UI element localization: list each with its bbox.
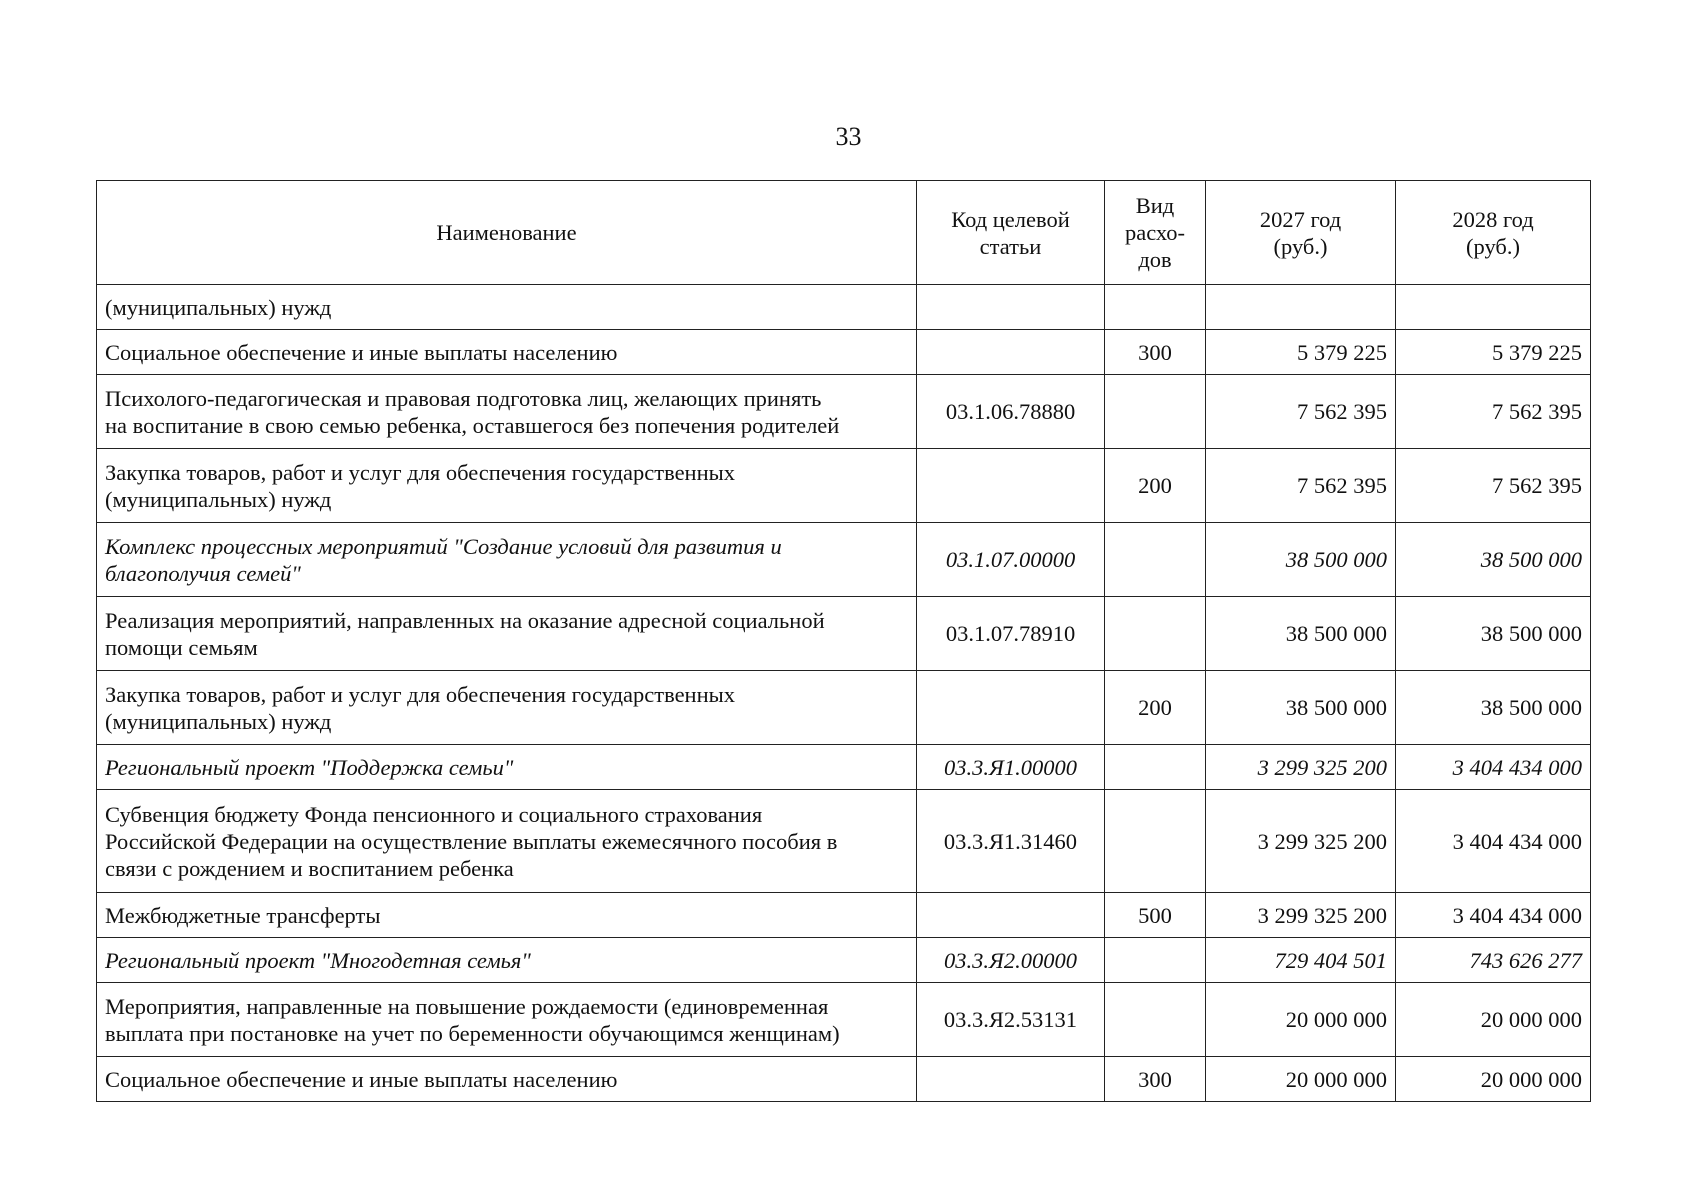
cell-name-line: Закупка товаров, работ и услуг для обеспечения государственных	[105, 459, 736, 485]
cell-year-2027: 7 562 395	[1206, 375, 1396, 449]
cell-name-line: благополучия семей"	[105, 560, 301, 586]
cell-year-2027: 3 299 325 200	[1206, 790, 1396, 893]
header-year-2027	[1206, 181, 1396, 285]
cell-expense-kind: 200	[1105, 449, 1206, 523]
cell-name-line: Субвенция бюджету Фонда пенсионного и социального страхования	[105, 801, 763, 827]
cell-year-2027: 38 500 000	[1206, 671, 1396, 745]
cell-name-line: выплата при постановке на учет по беременности обучающимся женщинам)	[105, 1020, 840, 1046]
cell-name-line: Реализация мероприятий, направленных на оказание адресной социальной	[105, 607, 825, 633]
table-row	[97, 449, 1591, 523]
cell-name-line: (муниципальных) нужд	[105, 486, 332, 512]
cell-year-2027: 38 500 000	[1206, 597, 1396, 671]
cell-year-2027: 5 379 225	[1206, 330, 1396, 375]
table-row	[97, 523, 1591, 597]
cell-year-2027: 20 000 000	[1206, 983, 1396, 1057]
cell-name	[97, 285, 917, 330]
cell-year-2028	[1396, 285, 1591, 330]
cell-name	[97, 790, 917, 893]
cell-year-2027: 38 500 000	[1206, 523, 1396, 597]
header-name: Наименование	[97, 181, 917, 285]
table-row	[97, 285, 1591, 330]
cell-target-code: 03.3.Я2.53131	[917, 983, 1105, 1057]
cell-name	[97, 745, 917, 790]
header-year-2027-line: 2027 год	[1259, 206, 1342, 232]
header-year-2028	[1396, 181, 1591, 285]
cell-year-2028: 38 500 000	[1396, 597, 1591, 671]
header-year-2027-line: (руб.)	[1273, 233, 1328, 259]
header-expense-kind	[1105, 181, 1206, 285]
cell-name-line: Межбюджетные трансферты	[105, 902, 381, 928]
cell-expense-kind	[1105, 745, 1206, 790]
cell-expense-kind: 200	[1105, 671, 1206, 745]
cell-target-code: 03.3.Я1.00000	[917, 745, 1105, 790]
cell-name	[97, 983, 917, 1057]
cell-name-line: (муниципальных) нужд	[105, 294, 332, 320]
cell-expense-kind	[1105, 983, 1206, 1057]
header-target-code-line: статьи	[979, 233, 1042, 259]
cell-target-code	[917, 330, 1105, 375]
cell-year-2028: 38 500 000	[1396, 671, 1591, 745]
cell-year-2028: 3 404 434 000	[1396, 893, 1591, 938]
cell-expense-kind	[1105, 597, 1206, 671]
page-number: 33	[835, 122, 862, 151]
cell-name	[97, 1057, 917, 1102]
cell-target-code	[917, 285, 1105, 330]
cell-name	[97, 375, 917, 449]
cell-expense-kind: 500	[1105, 893, 1206, 938]
cell-name-line: Мероприятия, направленные на повышение рождаемости (единовременная	[105, 993, 829, 1019]
cell-name-line: Социальное обеспечение и иные выплаты населению	[105, 339, 618, 365]
header-target-code-line: Код целевой	[951, 206, 1070, 232]
cell-year-2028: 3 404 434 000	[1396, 790, 1591, 893]
cell-year-2027: 729 404 501	[1206, 938, 1396, 983]
cell-year-2028: 20 000 000	[1396, 1057, 1591, 1102]
table-row	[97, 375, 1591, 449]
cell-expense-kind	[1105, 790, 1206, 893]
cell-year-2027: 7 562 395	[1206, 449, 1396, 523]
cell-name-line: помощи семьям	[105, 634, 258, 660]
cell-year-2027: 3 299 325 200	[1206, 893, 1396, 938]
cell-year-2028: 743 626 277	[1396, 938, 1591, 983]
cell-year-2027: 3 299 325 200	[1206, 745, 1396, 790]
cell-year-2028: 7 562 395	[1396, 375, 1591, 449]
cell-target-code: 03.3.Я2.00000	[917, 938, 1105, 983]
table-row	[97, 1057, 1591, 1102]
table-row	[97, 597, 1591, 671]
cell-target-code: 03.1.07.00000	[917, 523, 1105, 597]
cell-year-2028: 20 000 000	[1396, 983, 1591, 1057]
table-row	[97, 745, 1591, 790]
cell-name-line: Региональный проект "Многодетная семья"	[105, 947, 531, 973]
cell-name-line: Комплекс процессных мероприятий "Создание условий для развития и	[105, 533, 782, 559]
header-target-code	[917, 181, 1105, 285]
cell-year-2028: 3 404 434 000	[1396, 745, 1591, 790]
cell-name-line: Психолого-педагогическая и правовая подготовка лиц, желающих принять	[105, 385, 822, 411]
table-row	[97, 330, 1591, 375]
cell-target-code	[917, 893, 1105, 938]
table-row	[97, 790, 1591, 893]
cell-expense-kind	[1105, 938, 1206, 983]
cell-target-code	[917, 1057, 1105, 1102]
cell-expense-kind	[1105, 375, 1206, 449]
cell-name	[97, 597, 917, 671]
cell-name-line: Российской Федерации на осуществление выплаты ежемесячного пособия в	[105, 828, 838, 854]
cell-expense-kind	[1105, 285, 1206, 330]
cell-target-code: 03.3.Я1.31460	[917, 790, 1105, 893]
cell-year-2028: 7 562 395	[1396, 449, 1591, 523]
header-year-2028-line: 2028 год	[1452, 206, 1534, 232]
cell-name	[97, 671, 917, 745]
cell-name-line: Социальное обеспечение и иные выплаты населению	[105, 1066, 618, 1092]
table-row	[97, 983, 1591, 1057]
cell-expense-kind	[1105, 523, 1206, 597]
cell-expense-kind: 300	[1105, 1057, 1206, 1102]
cell-target-code	[917, 671, 1105, 745]
header-expense-kind-line: расхо-	[1124, 220, 1186, 245]
cell-year-2028: 38 500 000	[1396, 523, 1591, 597]
cell-name	[97, 893, 917, 938]
table-row	[97, 671, 1591, 745]
cell-target-code	[917, 449, 1105, 523]
cell-target-code: 03.1.07.78910	[917, 597, 1105, 671]
header-year-2028-line: (руб.)	[1466, 233, 1520, 259]
cell-name	[97, 523, 917, 597]
table-body	[97, 285, 1591, 1102]
cell-name-line: связи с рождением и воспитанием ребенка	[105, 855, 514, 881]
cell-year-2027: 20 000 000	[1206, 1057, 1396, 1102]
header-expense-kind-line: Вид	[1135, 193, 1175, 218]
cell-name	[97, 449, 917, 523]
cell-expense-kind: 300	[1105, 330, 1206, 375]
cell-target-code: 03.1.06.78880	[917, 375, 1105, 449]
cell-name-line: на воспитание в свою семью ребенка, оставшегося без попечения родителей	[105, 412, 840, 438]
cell-name-line: Закупка товаров, работ и услуг для обеспечения государственных	[105, 681, 736, 707]
cell-year-2027	[1206, 285, 1396, 330]
budget-table	[96, 180, 1591, 1102]
cell-name-line: Региональный проект "Поддержка семьи"	[105, 754, 514, 780]
table-header-row	[97, 181, 1591, 285]
cell-name-line: (муниципальных) нужд	[105, 708, 332, 734]
cell-name	[97, 330, 917, 375]
header-expense-kind-line: дов	[1138, 247, 1172, 272]
cell-name	[97, 938, 917, 983]
table-row	[97, 893, 1591, 938]
cell-year-2028: 5 379 225	[1396, 330, 1591, 375]
table-row	[97, 938, 1591, 983]
